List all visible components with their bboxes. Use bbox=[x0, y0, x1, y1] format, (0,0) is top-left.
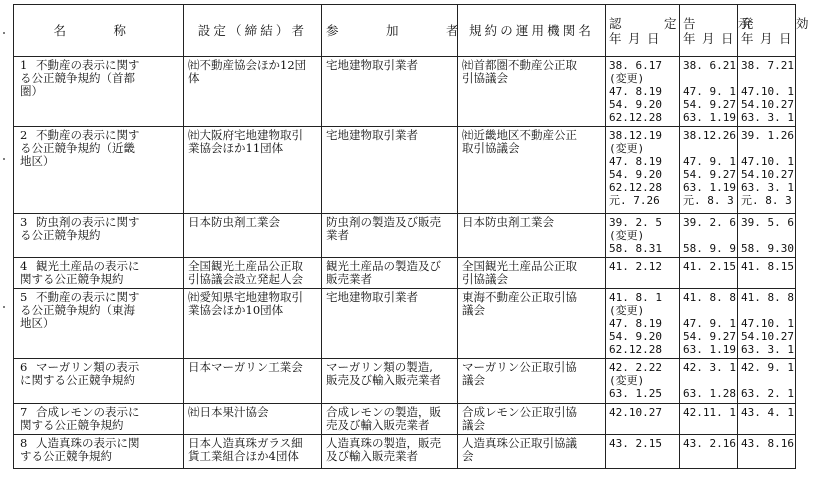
approved-date-line: 54. 9.20 bbox=[609, 330, 662, 343]
setter-line: ㈳不動産協会ほか12団 bbox=[188, 58, 307, 72]
margin-dot bbox=[3, 32, 5, 34]
approved-date-line: (変更) bbox=[609, 142, 645, 155]
notice-date-line: 43. 2.16 bbox=[683, 437, 736, 450]
rule-name bbox=[14, 127, 184, 214]
notice-date-line: 63. 1.19 bbox=[683, 343, 736, 356]
rule-name-line: 関する公正競争規約 bbox=[20, 272, 124, 286]
table-row bbox=[14, 404, 796, 435]
header-effective bbox=[738, 5, 824, 57]
fair-competition-rules-table bbox=[13, 4, 824, 469]
operator bbox=[458, 435, 606, 469]
notice-date-line: 58. 9. 9 bbox=[683, 242, 736, 255]
approved-date bbox=[606, 289, 680, 359]
participants-line: 売及び輸入販売業者 bbox=[326, 418, 430, 432]
rule-name-line: 地区） bbox=[20, 154, 55, 168]
rule-name-text: 不動産の表示に関す bbox=[36, 128, 140, 142]
participants-line: 宅地建物取引業者 bbox=[326, 58, 418, 72]
rule-name-text: 不動産の表示に関す bbox=[36, 290, 140, 304]
rule-name-line: 関する公正競争規約 bbox=[20, 418, 124, 432]
notice-date-line bbox=[683, 142, 734, 155]
row-number: 1 bbox=[20, 58, 28, 72]
rule-name-line: る公正競争規約（東海 bbox=[20, 303, 135, 317]
effective-date-line bbox=[741, 142, 792, 155]
effective-date-line: 47.10. 1 bbox=[741, 317, 794, 330]
header-operator: 規約の運用機関名 bbox=[458, 5, 606, 57]
effective-date-line: 63. 3. 1 bbox=[741, 343, 794, 356]
header-row bbox=[14, 5, 796, 57]
setter bbox=[184, 359, 322, 404]
notice-date-line: 63. 1.19 bbox=[683, 111, 736, 124]
notice-date-line: 元. 8. 3 bbox=[683, 194, 734, 207]
header-setter: 設定（締結）者 bbox=[184, 5, 322, 57]
approved-date bbox=[606, 359, 680, 404]
effective-date-line: 63. 2. 1 bbox=[741, 387, 794, 400]
rule-name-text: 観光土産品の表示に bbox=[36, 259, 140, 273]
approved-date-line: 元. 7.26 bbox=[609, 194, 660, 207]
participants-line: 人造真珠の製造，販売 bbox=[326, 436, 441, 450]
approved-date bbox=[606, 404, 680, 435]
rule-name bbox=[14, 404, 184, 435]
effective-date-line: 47.10. 1 bbox=[741, 155, 794, 168]
rule-name-line: 圏） bbox=[20, 84, 43, 98]
notice-date-line: 42. 3. 1 bbox=[683, 361, 736, 374]
setter-line: 引協議会設立発起人会 bbox=[188, 272, 303, 286]
effective-date bbox=[738, 127, 796, 214]
rule-name-line: る公正競争規約（近畿 bbox=[20, 141, 135, 155]
operator-line: 引協議会 bbox=[462, 71, 508, 85]
operator-line: 議会 bbox=[462, 418, 485, 432]
header-approved-date: 年 月 日 bbox=[609, 30, 661, 46]
approved-date-line: 41. 2.12 bbox=[609, 260, 662, 273]
participants bbox=[322, 289, 458, 359]
effective-date-line: 43. 8.16 bbox=[741, 437, 794, 450]
participants-line: 業者 bbox=[326, 228, 349, 242]
row-number: 4 bbox=[20, 259, 28, 273]
notice-date-line: 63. 1.28 bbox=[683, 387, 736, 400]
table-row bbox=[14, 57, 796, 127]
participants-line: 販売業者 bbox=[326, 272, 372, 286]
setter-line: 日本防虫剤工業会 bbox=[188, 215, 280, 229]
approved-date-line: 62.12.28 bbox=[609, 181, 662, 194]
effective-date-line: 58. 9.30 bbox=[741, 242, 794, 255]
notice-date-line: 47. 9. 1 bbox=[683, 85, 736, 98]
effective-date-line: 47.10. 1 bbox=[741, 85, 794, 98]
approved-date-line: 39. 2. 5 bbox=[609, 216, 662, 229]
operator-line: 会 bbox=[462, 449, 474, 463]
approved-date-line: 38. 6.17 bbox=[609, 59, 662, 72]
header-participants: 参 加 者 bbox=[322, 5, 458, 57]
notice-date bbox=[680, 127, 738, 214]
effective-date-line: 38. 7.21 bbox=[741, 59, 794, 72]
margin-dot bbox=[3, 158, 5, 160]
setter bbox=[184, 258, 322, 289]
setter bbox=[184, 289, 322, 359]
row-number: 3 bbox=[20, 215, 28, 229]
approved-date-line: 41. 8. 1 bbox=[609, 291, 662, 304]
participants-line: 宅地建物取引業者 bbox=[326, 128, 418, 142]
rule-name-text: 人造真珠の表示に関 bbox=[36, 436, 140, 450]
operator bbox=[458, 404, 606, 435]
operator-line: ㈳首都圏不動産公正取 bbox=[462, 58, 577, 72]
participants bbox=[322, 359, 458, 404]
setter bbox=[184, 57, 322, 127]
notice-date bbox=[680, 404, 738, 435]
notice-date-line: 47. 9. 1 bbox=[683, 317, 736, 330]
notice-date-line: 63. 1.19 bbox=[683, 181, 736, 194]
setter bbox=[184, 214, 322, 258]
setter-line: 日本人造真珠ガラス細 bbox=[188, 436, 303, 450]
operator-line: 議会 bbox=[462, 373, 485, 387]
operator bbox=[458, 289, 606, 359]
notice-date-line: 54. 9.27 bbox=[683, 330, 736, 343]
approved-date-line: (変更) bbox=[609, 374, 645, 387]
rule-name bbox=[14, 435, 184, 469]
operator-line: マーガリン公正取引協 bbox=[462, 360, 577, 374]
operator-line: 議会 bbox=[462, 303, 485, 317]
header-effective-date: 年 月 日 bbox=[741, 30, 793, 46]
notice-date-line bbox=[683, 72, 734, 85]
header-effective-label: 発 効 bbox=[741, 15, 824, 31]
operator bbox=[458, 359, 606, 404]
approved-date-line: 42. 2.22 bbox=[609, 361, 662, 374]
setter-line: ㈳日本果汁協会 bbox=[188, 405, 269, 419]
notice-date bbox=[680, 258, 738, 289]
header-notice-date: 年 月 日 bbox=[683, 30, 735, 46]
notice-date bbox=[680, 289, 738, 359]
notice-date-line: 41. 8. 8 bbox=[683, 291, 736, 304]
effective-date-line: 54.10.27 bbox=[741, 98, 794, 111]
approved-date-line: 54. 9.20 bbox=[609, 168, 662, 181]
approved-date-line: 58. 8.31 bbox=[609, 242, 662, 255]
operator-line: 合成レモン公正取引協 bbox=[462, 405, 577, 419]
notice-date-line bbox=[683, 304, 734, 317]
row-number: 6 bbox=[20, 360, 28, 374]
operator bbox=[458, 214, 606, 258]
effective-date-line: 54.10.27 bbox=[741, 330, 794, 343]
row-number: 8 bbox=[20, 436, 28, 450]
setter-line: 全国観光土産品公正取 bbox=[188, 259, 303, 273]
participants-line: 宅地建物取引業者 bbox=[326, 290, 418, 304]
participants bbox=[322, 127, 458, 214]
notice-date bbox=[680, 359, 738, 404]
operator bbox=[458, 127, 606, 214]
table-row bbox=[14, 214, 796, 258]
approved-date bbox=[606, 435, 680, 469]
participants-line: マーガリン類の製造, bbox=[326, 360, 433, 374]
rule-name-text: マーガリン類の表示 bbox=[36, 360, 140, 374]
operator-line: 全国観光土産品公正取 bbox=[462, 259, 577, 273]
effective-date bbox=[738, 289, 796, 359]
rule-name-text: 不動産の表示に関す bbox=[36, 58, 140, 72]
operator-line: 日本防虫剤工業会 bbox=[462, 215, 554, 229]
setter-line: ㈳愛知県宅地建物取引 bbox=[188, 290, 303, 304]
participants-line: 防虫剤の製造及び販売 bbox=[326, 215, 441, 229]
margin-dot bbox=[3, 306, 5, 308]
operator-line: 取引協議会 bbox=[462, 141, 520, 155]
approved-date bbox=[606, 214, 680, 258]
setter-line: 貨工業組合ほか4団体 bbox=[188, 449, 299, 463]
operator-line: 人造真珠公正取引協議 bbox=[462, 436, 577, 450]
effective-date bbox=[738, 57, 796, 127]
rule-name-line: 地区） bbox=[20, 316, 55, 330]
row-number: 7 bbox=[20, 405, 28, 419]
operator bbox=[458, 57, 606, 127]
setter-line: 業協会ほか11団体 bbox=[188, 141, 284, 155]
approved-date-line: (変更) bbox=[609, 72, 645, 85]
rule-name bbox=[14, 258, 184, 289]
approved-date-line: 62.12.28 bbox=[609, 111, 662, 124]
rule-name-line: る公正競争規約 bbox=[20, 228, 101, 242]
notice-date-line: 41. 2.15 bbox=[683, 260, 736, 273]
header-approved-label: 認 定 bbox=[609, 15, 692, 31]
approved-date-line: 62.12.28 bbox=[609, 343, 662, 356]
row-number: 2 bbox=[20, 128, 28, 142]
setter bbox=[184, 435, 322, 469]
notice-date-line: 42.11. 1 bbox=[683, 406, 736, 419]
effective-date bbox=[738, 435, 796, 469]
approved-date bbox=[606, 127, 680, 214]
rule-name-line: に関する公正競争規約 bbox=[20, 373, 135, 387]
rule-name-line: る公正競争規約（首都 bbox=[20, 71, 135, 85]
header-approved bbox=[606, 5, 692, 57]
approved-date-line: 63. 1.25 bbox=[609, 387, 662, 400]
approved-date-line: 38.12.19 bbox=[609, 129, 662, 142]
notice-date-line: 47. 9. 1 bbox=[683, 155, 736, 168]
rule-name bbox=[14, 289, 184, 359]
participants-line: 販売及び輸入販売業者 bbox=[326, 373, 441, 387]
notice-date-line: 38. 6.21 bbox=[683, 59, 736, 72]
effective-date-line: 42. 9. 1 bbox=[741, 361, 794, 374]
rule-name bbox=[14, 57, 184, 127]
setter bbox=[184, 404, 322, 435]
setter-line: 業協会ほか10団体 bbox=[188, 303, 284, 317]
operator-line: 東海不動産公正取引協 bbox=[462, 290, 577, 304]
approved-date bbox=[606, 258, 680, 289]
effective-date-line: 54.10.27 bbox=[741, 168, 794, 181]
approved-date-line: (変更) bbox=[609, 304, 645, 317]
approved-date bbox=[606, 57, 680, 127]
notice-date bbox=[680, 435, 738, 469]
effective-date-line bbox=[741, 229, 792, 242]
participants bbox=[322, 258, 458, 289]
effective-date-line: 41. 8. 8 bbox=[741, 291, 794, 304]
effective-date-line: 元. 8. 3 bbox=[741, 194, 792, 207]
effective-date-line: 63. 3. 1 bbox=[741, 111, 794, 124]
effective-date-line: 63. 3. 1 bbox=[741, 181, 794, 194]
operator-line: 引協議会 bbox=[462, 272, 508, 286]
effective-date bbox=[738, 359, 796, 404]
table-row bbox=[14, 258, 796, 289]
notice-date-line: 38.12.26 bbox=[683, 129, 736, 142]
table-row bbox=[14, 289, 796, 359]
effective-date-line: 39. 1.26 bbox=[741, 129, 794, 142]
rule-name bbox=[14, 359, 184, 404]
approved-date-line: 54. 9.20 bbox=[609, 98, 662, 111]
notice-date bbox=[680, 214, 738, 258]
participants-line: 観光土産品の製造及び bbox=[326, 259, 441, 273]
header-name: 名 称 bbox=[14, 5, 184, 57]
notice-date-line: 54. 9.27 bbox=[683, 168, 736, 181]
effective-date-line: 39. 5. 6 bbox=[741, 216, 794, 229]
setter-line: ㈳大阪府宅地建物取引 bbox=[188, 128, 303, 142]
table-row bbox=[14, 127, 796, 214]
effective-date bbox=[738, 258, 796, 289]
setter bbox=[184, 127, 322, 214]
header-notice bbox=[680, 5, 766, 57]
table-row bbox=[14, 359, 796, 404]
header-notice-label: 告 示 bbox=[683, 15, 766, 31]
notice-date-line bbox=[683, 229, 734, 242]
effective-date-line bbox=[741, 374, 792, 387]
approved-date-line: 47. 8.19 bbox=[609, 317, 662, 330]
participants bbox=[322, 57, 458, 127]
effective-date-line: 41. 8.15 bbox=[741, 260, 794, 273]
participants-line: 合成レモンの製造，販 bbox=[326, 405, 441, 419]
approved-date-line: 43. 2.15 bbox=[609, 437, 662, 450]
notice-date bbox=[680, 57, 738, 127]
setter-line: 体 bbox=[188, 71, 200, 85]
rule-name-text: 防虫剤の表示に関す bbox=[36, 215, 140, 229]
approved-date-line: 42.10.27 bbox=[609, 406, 662, 419]
effective-date bbox=[738, 214, 796, 258]
participants-line: 及び輸入販売業者 bbox=[326, 449, 418, 463]
effective-date-line bbox=[741, 304, 792, 317]
participants bbox=[322, 404, 458, 435]
setter-line: 日本マーガリン工業会 bbox=[188, 360, 303, 374]
notice-date-line bbox=[683, 374, 734, 387]
participants bbox=[322, 214, 458, 258]
notice-date-line: 39. 2. 6 bbox=[683, 216, 736, 229]
participants bbox=[322, 435, 458, 469]
approved-date-line: (変更) bbox=[609, 229, 645, 242]
effective-date bbox=[738, 404, 796, 435]
notice-date-line: 54. 9.27 bbox=[683, 98, 736, 111]
row-number: 5 bbox=[20, 290, 28, 304]
rule-name-text: 合成レモンの表示に bbox=[36, 405, 140, 419]
rule-name-line: する公正競争規約 bbox=[20, 449, 112, 463]
table-row bbox=[14, 435, 796, 469]
rule-name bbox=[14, 214, 184, 258]
approved-date-line: 47. 8.19 bbox=[609, 155, 662, 168]
effective-date-line bbox=[741, 72, 792, 85]
effective-date-line: 43. 4. 1 bbox=[741, 406, 794, 419]
operator bbox=[458, 258, 606, 289]
approved-date-line: 47. 8.19 bbox=[609, 85, 662, 98]
operator-line: ㈳近畿地区不動産公正 bbox=[462, 128, 577, 142]
